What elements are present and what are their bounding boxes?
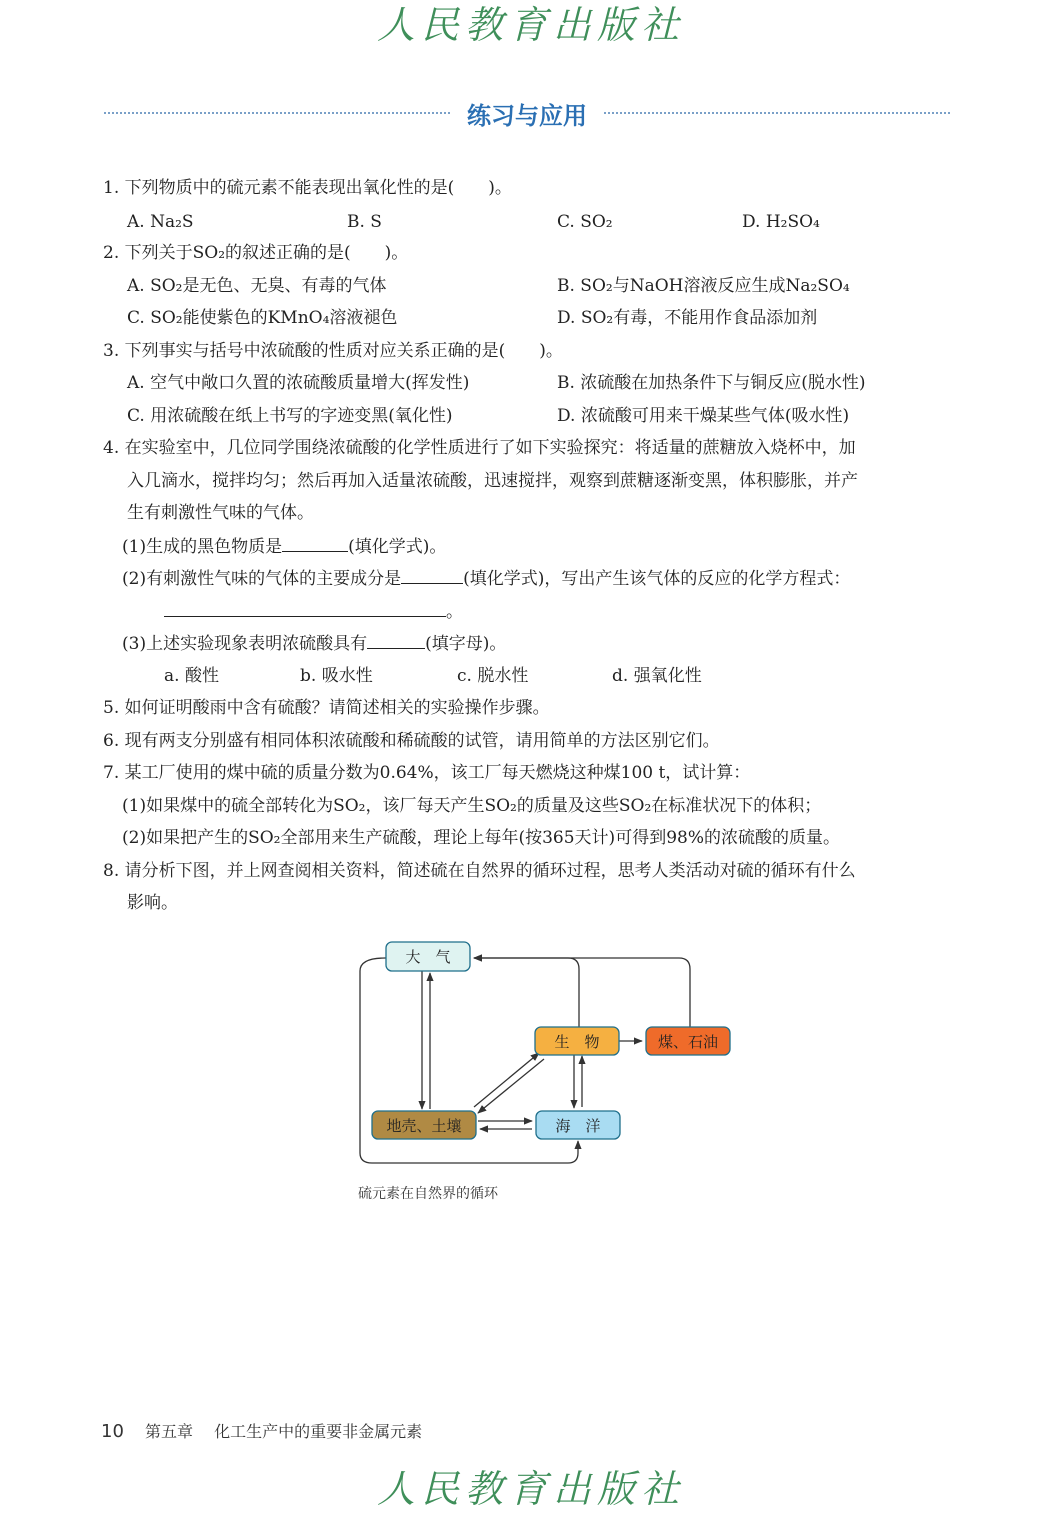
- node-crust-soil-label: 地壳、土壤: [386, 1117, 462, 1135]
- q4-choice-c: c. 脱水性: [457, 666, 529, 686]
- diagram-caption: 硫元素在自然界的循环: [358, 1186, 498, 1202]
- answer-blank: [282, 535, 348, 552]
- answer-blank: [164, 600, 446, 617]
- q4-stem-line3: 生有刺激性气味的气体。: [127, 503, 314, 523]
- page-number: 10: [101, 1421, 124, 1442]
- q4-sub2: [122, 567, 850, 590]
- q4-stem-line1: 4. 在实验室中，几位同学围绕浓硫酸的化学性质进行了如下实验探究：将适量的蔗糖放入烧杯中，加: [103, 438, 856, 458]
- q1-stem: 1. 下列物质中的硫元素不能表现出氧化性的是( )。: [103, 178, 512, 198]
- q4-sub1: [122, 535, 446, 558]
- q2-option-b: B. SO₂与NaOH溶液反应生成Na₂SO₄: [557, 276, 850, 296]
- q3-stem: 3. 下列事实与括号中浓硫酸的性质对应关系正确的是( )。: [103, 341, 563, 361]
- q4-sub2-text: (2)有刺激性气味的气体的主要成分是: [122, 569, 402, 589]
- q2-stem: 2. 下列关于SO₂的叙述正确的是( )。: [103, 243, 409, 263]
- node-atmosphere-label: 大 气: [405, 948, 451, 966]
- publisher-logo: 人民教育出版社: [376, 3, 685, 47]
- section-title: 练习与应用: [467, 102, 587, 130]
- q4-sub2-end: 。: [446, 602, 463, 622]
- answer-blank: [401, 567, 463, 584]
- arrow-biology-to-crust: [478, 1059, 544, 1113]
- node-coal-oil-label: 煤、石油: [657, 1033, 719, 1051]
- sulfur-cycle-diagram: [350, 935, 750, 1180]
- node-ocean-label: 海 洋: [555, 1117, 601, 1135]
- q3-option-a: A. 空气中敞口久置的浓硫酸质量增大(挥发性): [127, 373, 470, 393]
- publisher-logo-bottom: 人民教育出版社: [376, 1467, 685, 1511]
- q6-stem: 6. 现有两支分别盛有相同体积浓硫酸和稀硫酸的试管，请用简单的方法区别它们。: [103, 731, 720, 751]
- q3-option-d: D. 浓硫酸可用来干燥某些气体(吸水性): [557, 406, 850, 426]
- q1-option-c: C. SO₂: [557, 212, 613, 232]
- q1-option-a: A. Na₂S: [127, 212, 194, 232]
- q4-sub3-suffix: (填字母)。: [425, 634, 507, 654]
- arrow-coal-to-atmosphere: [474, 958, 690, 1027]
- q2-option-c: C. SO₂能使紫色的KMnO₄溶液褪色: [127, 308, 398, 328]
- q4-stem-line2: 入几滴水，搅拌均匀；然后再加入适量浓硫酸，迅速搅拌，观察到蔗糖逐渐变黑，体积膨胀，并产: [127, 471, 858, 491]
- q8-stem-line1: 8. 请分析下图，并上网查阅相关资料，简述硫在自然界的循环过程，思考人类活动对硫的循环有什么: [103, 861, 856, 881]
- arrow-biology-to-atmosphere: [474, 958, 579, 1027]
- q4-sub1-suffix: (填化学式)。: [348, 537, 447, 557]
- arrow-crust-to-biology: [474, 1053, 539, 1107]
- q1-option-b: B. S: [347, 212, 382, 232]
- q5-stem: 5. 如何证明酸雨中含有硫酸？请简述相关的实验操作步骤。: [103, 698, 550, 718]
- section-header: [104, 98, 950, 130]
- q7-sub2: (2)如果把产生的SO₂全部用来生产硫酸，理论上每年(按365天计)可得到98%的浓硫酸的质量。: [122, 828, 840, 848]
- q2-option-d: D. SO₂有毒，不能用作食品添加剂: [557, 308, 818, 328]
- chapter-title: 化工生产中的重要非金属元素: [214, 1422, 423, 1441]
- q4-sub1-text: (1)生成的黑色物质是: [122, 537, 283, 557]
- q4-sub3: [122, 632, 506, 655]
- q7-sub1: (1)如果煤中的硫全部转化为SO₂，该厂每天产生SO₂的质量及这些SO₂在标准状况下的体积；: [122, 796, 822, 816]
- q4-choice-a: a. 酸性: [164, 666, 219, 686]
- answer-blank: [367, 632, 425, 649]
- node-biology-label: 生 物: [554, 1033, 600, 1051]
- dotted-rule-left: [104, 112, 450, 114]
- q4-choice-d: d. 强氧化性: [612, 666, 702, 686]
- q3-option-b: B. 浓硫酸在加热条件下与铜反应(脱水性): [557, 373, 866, 393]
- q7-stem: 7. 某工厂使用的煤中硫的质量分数为0.64%，该工厂每天燃烧这种煤100 t，试计算：: [103, 763, 751, 783]
- chapter-number: 第五章: [145, 1422, 194, 1441]
- q2-option-a: A. SO₂是无色、无臭、有毒的气体: [127, 276, 387, 296]
- q4-sub2-equation-line: [164, 600, 463, 623]
- q8-stem-line2: 影响。: [127, 893, 178, 913]
- q1-option-d: D. H₂SO₄: [742, 212, 820, 232]
- q4-sub3-text: (3)上述实验现象表明浓硫酸具有: [122, 634, 368, 654]
- q4-sub2-suffix: (填化学式)，写出产生该气体的反应的化学方程式：: [463, 569, 851, 589]
- q3-option-c: C. 用浓硫酸在纸上书写的字迹变黑(氧化性): [127, 406, 453, 426]
- q4-choice-b: b. 吸水性: [300, 666, 373, 686]
- page-footer: [101, 1419, 422, 1442]
- dotted-rule-right: [604, 112, 950, 114]
